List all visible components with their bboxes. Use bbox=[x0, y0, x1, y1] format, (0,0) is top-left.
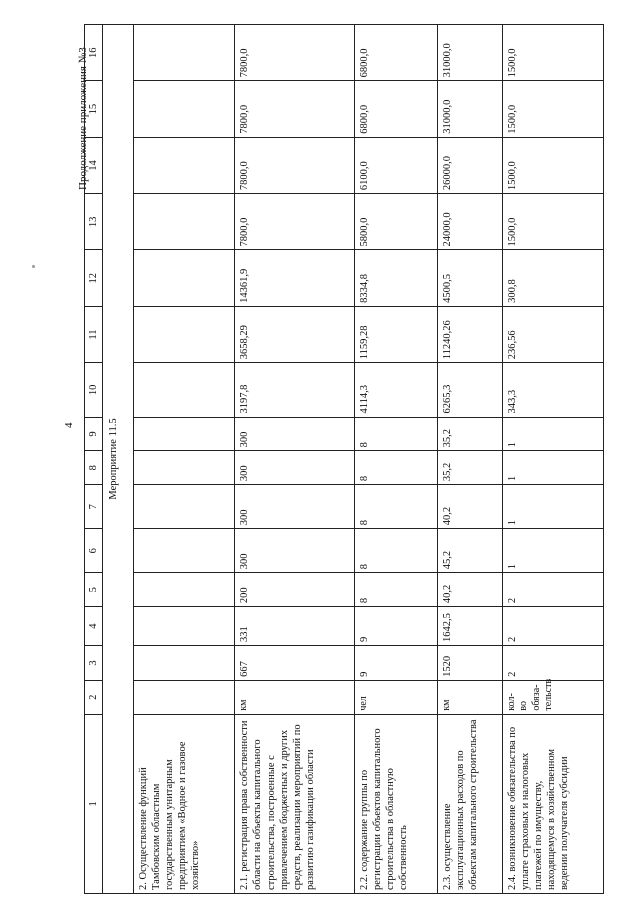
table-row bbox=[502, 25, 603, 894]
row-value: 31000,0 bbox=[437, 81, 502, 137]
row-value bbox=[133, 417, 234, 451]
row-value: 7800,0 bbox=[235, 194, 355, 250]
row-value bbox=[133, 607, 234, 646]
row-value: 5800,0 bbox=[354, 194, 437, 250]
row-value: 1500,0 bbox=[502, 137, 603, 193]
scan-speck bbox=[32, 265, 35, 268]
row-value: 343,3 bbox=[502, 363, 603, 417]
row-value: 300 bbox=[235, 485, 355, 529]
col-header: 3 bbox=[85, 646, 103, 681]
table-row bbox=[354, 25, 437, 894]
row-value: 8334,8 bbox=[354, 250, 437, 306]
row-value: 300 bbox=[235, 451, 355, 485]
column-numbers-row bbox=[85, 25, 103, 894]
col-header: 2 bbox=[85, 680, 103, 714]
row-unit: км bbox=[235, 680, 355, 714]
col-header: 4 bbox=[85, 607, 103, 646]
row-unit: чел bbox=[354, 680, 437, 714]
table-row bbox=[133, 25, 234, 894]
row-value: 667 bbox=[235, 646, 355, 681]
row-value: 7800,0 bbox=[235, 81, 355, 137]
row-value bbox=[133, 194, 234, 250]
col-header: 10 bbox=[85, 363, 103, 417]
row-value: 1 bbox=[502, 529, 603, 573]
row-name: 2. Осуществление функций Тамбовским областным государственным унитарным предприятием «Водное и газовое хозяйство» bbox=[133, 714, 234, 893]
row-value: 40,2 bbox=[437, 573, 502, 607]
row-value bbox=[133, 137, 234, 193]
row-value: 7800,0 bbox=[235, 137, 355, 193]
row-value: 1 bbox=[502, 485, 603, 529]
row-value: 14361,9 bbox=[235, 250, 355, 306]
row-value: 4114,3 bbox=[354, 363, 437, 417]
row-value bbox=[133, 250, 234, 306]
row-value: 1159,28 bbox=[354, 306, 437, 362]
row-value: 40,2 bbox=[437, 485, 502, 529]
row-value bbox=[133, 573, 234, 607]
row-unit: кол-во обяза-тельств bbox=[502, 680, 603, 714]
row-unit bbox=[133, 680, 234, 714]
row-value: 200 bbox=[235, 573, 355, 607]
row-value bbox=[133, 646, 234, 681]
appendix-continuation-note: Продолжение приложения №3 bbox=[77, 47, 89, 190]
row-value: 1500,0 bbox=[502, 81, 603, 137]
row-value: 9 bbox=[354, 646, 437, 681]
row-value: 2 bbox=[502, 607, 603, 646]
col-header: 16 bbox=[85, 25, 103, 81]
row-value: 6800,0 bbox=[354, 81, 437, 137]
col-header: 8 bbox=[85, 451, 103, 485]
row-value: 9 bbox=[354, 607, 437, 646]
row-value: 2 bbox=[502, 573, 603, 607]
section-row bbox=[103, 25, 134, 894]
page-number: 4 bbox=[63, 422, 75, 428]
row-value: 1500,0 bbox=[502, 25, 603, 81]
col-header: 6 bbox=[85, 529, 103, 573]
row-value: 3658,29 bbox=[235, 306, 355, 362]
row-value bbox=[133, 451, 234, 485]
col-header: 1 bbox=[85, 714, 103, 893]
row-value: 236,56 bbox=[502, 306, 603, 362]
col-header: 14 bbox=[85, 137, 103, 193]
row-value: 35,2 bbox=[437, 417, 502, 451]
appendix-table bbox=[84, 24, 604, 894]
row-unit: км bbox=[437, 680, 502, 714]
rotated-table-container bbox=[84, 24, 604, 894]
row-name: 2.1. регистрация права собственности области на объекты капитального строительства, построенные с привлечением бюджетных и других средств, реализации мероприятий по развитию газификации области bbox=[235, 714, 355, 893]
row-value: 11240,26 bbox=[437, 306, 502, 362]
col-header: 13 bbox=[85, 194, 103, 250]
row-value: 8 bbox=[354, 451, 437, 485]
row-value: 6800,0 bbox=[354, 25, 437, 81]
table-row bbox=[235, 25, 355, 894]
row-value: 6265,3 bbox=[437, 363, 502, 417]
row-value: 4500,5 bbox=[437, 250, 502, 306]
row-value: 45,2 bbox=[437, 529, 502, 573]
row-value: 35,2 bbox=[437, 451, 502, 485]
row-name: 2.3. осуществление эксплуатационных расходов по объектам капитального строительства bbox=[437, 714, 502, 893]
row-value bbox=[133, 529, 234, 573]
row-value bbox=[133, 363, 234, 417]
row-name: 2.2. содержание группы по регистрации объектов капитального строительства в областную собственность bbox=[354, 714, 437, 893]
section-title: Мероприятие 11.5 bbox=[103, 25, 134, 894]
col-header: 11 bbox=[85, 306, 103, 362]
table-row bbox=[437, 25, 502, 894]
row-value: 300 bbox=[235, 417, 355, 451]
row-value: 7800,0 bbox=[235, 25, 355, 81]
row-value: 2 bbox=[502, 646, 603, 681]
col-header: 5 bbox=[85, 573, 103, 607]
col-header: 15 bbox=[85, 81, 103, 137]
row-value: 24000,0 bbox=[437, 194, 502, 250]
row-value: 8 bbox=[354, 529, 437, 573]
row-value: 1500,0 bbox=[502, 194, 603, 250]
row-value: 8 bbox=[354, 485, 437, 529]
row-value: 31000,0 bbox=[437, 25, 502, 81]
row-value: 6100,0 bbox=[354, 137, 437, 193]
row-value: 300,8 bbox=[502, 250, 603, 306]
row-name: 2.4. возникновение обязательства по уплате страховых и налоговых платежей по имуществу, находящемуся в хозяйственном ведении получателя субсидии bbox=[502, 714, 603, 893]
row-value bbox=[133, 306, 234, 362]
row-value: 1520 bbox=[437, 646, 502, 681]
col-header: 9 bbox=[85, 417, 103, 451]
row-value: 331 bbox=[235, 607, 355, 646]
row-value: 300 bbox=[235, 529, 355, 573]
row-value: 1642,5 bbox=[437, 607, 502, 646]
col-header: 12 bbox=[85, 250, 103, 306]
row-value bbox=[133, 485, 234, 529]
row-value: 8 bbox=[354, 417, 437, 451]
row-value: 3197,8 bbox=[235, 363, 355, 417]
col-header: 7 bbox=[85, 485, 103, 529]
row-value: 1 bbox=[502, 417, 603, 451]
row-value bbox=[133, 25, 234, 81]
row-value: 1 bbox=[502, 451, 603, 485]
row-value bbox=[133, 81, 234, 137]
row-value: 26000,0 bbox=[437, 137, 502, 193]
row-value: 8 bbox=[354, 573, 437, 607]
